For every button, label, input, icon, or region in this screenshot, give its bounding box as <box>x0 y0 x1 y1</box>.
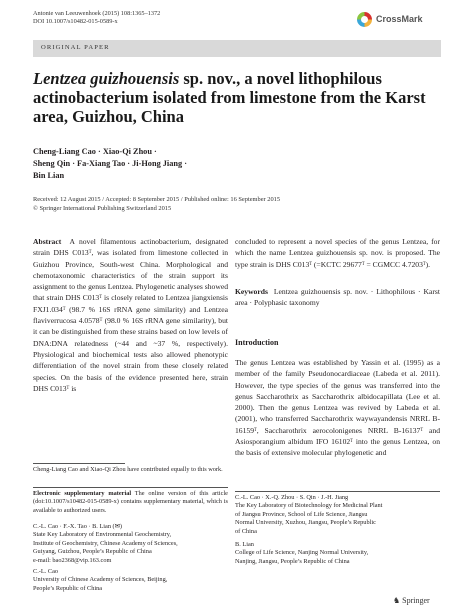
esm-note <box>33 490 228 515</box>
affil-line: University of Chinese Academy of Sciences, Beijing, <box>33 576 168 584</box>
email-link[interactable]: e-mail: bao2368@vip.163.com <box>33 556 112 564</box>
springer-horse-icon: ♞ <box>393 596 401 605</box>
affil-line: College of Life Science, Nanjing Normal University, <box>235 549 369 557</box>
publication-dates <box>33 196 438 213</box>
dates-line-1: Received: 12 August 2015 / Accepted: 8 September 2015 / Published online: 16 September 2015 <box>33 196 281 203</box>
section-label: ORIGINAL PAPER <box>41 44 110 51</box>
authors-line-1: Cheng-Liang Cao · Xiao-Qi Zhou · <box>33 147 157 156</box>
affil-line: Normal University, Xuzhou, Jiangsu, People’s Republic <box>235 519 376 527</box>
affil-line: Guiyang, Guizhou, People’s Republic of China <box>33 548 152 556</box>
keywords-block <box>235 286 440 309</box>
affil-line: Institute of Geochemistry, Chinese Academy of Sciences, <box>33 539 178 547</box>
equal-contribution-note: Cheng-Liang Cao and Xiao-Qi Zhou have contributed equally to this work. <box>33 466 223 473</box>
publisher-logo <box>393 596 430 605</box>
affil-line: C.-L. Cao · F.-X. Tao · B. Lian (✉) <box>33 523 123 530</box>
affil-line: of China <box>235 527 257 535</box>
introduction-text: The genus Lentzea was established by Yassin et al. (1995) as a member of the family Pseudonocardiaceae (Labeda et al. 2011). However, the type species of the genus was transferred into the genus Saccharothrix as Saccharothrix albidocapillata (Lee et al. 2000). Then the genus Lentzea was revived by Labeda et al. (2001), who transferred Saccharothrix waywayandensis NRRL B-16159ᵀ, Saccharothrix aerocolonigenes NRRL B-16137ᵀ and Asiosporangium albidum IFO 16102ᵀ into the genus Lentzea, on the basis of extensive molecular phylogenetic and <box>235 358 440 458</box>
authors-line-2: Sheng Qin · Fa-Xiang Tao · Ji-Hong Jiang · <box>33 159 187 169</box>
introduction-heading: Introduction <box>235 338 279 347</box>
section-band <box>33 40 441 57</box>
abstract-heading: Abstract <box>33 237 62 246</box>
affiliation-right-2 <box>235 541 440 566</box>
esm-text: The online version of this article (doi:10.1007/s10482-015-0589-x) contains supplementary material, which is available to authorized users. <box>33 490 228 514</box>
crossmark-icon <box>357 12 372 27</box>
abstract-continuation: concluded to represent a novel species of the genus Lentzea, for which the name Lentzea guizhouensis sp. nov. is proposed. The type strain is DHS C013ᵀ (=KCTC 29677ᵀ = CGMCC 4.7203ᵀ). <box>235 237 440 269</box>
paper-title <box>33 69 433 126</box>
affiliation-right <box>235 494 440 536</box>
affil-line: C.-L. Cao <box>33 568 59 575</box>
affil-line: Nanjing, Jiangsu, People’s Republic of China <box>235 557 350 565</box>
keywords-heading: Keywords <box>235 287 268 296</box>
journal-header <box>33 10 160 26</box>
crossmark-label: CrossMark <box>376 14 423 24</box>
copyright-line: © Springer International Publishing Switzerland 2015 <box>33 204 172 212</box>
doi-line: DOI 10.1007/s10482-015-0589-x <box>33 18 118 26</box>
author-list <box>33 146 333 183</box>
keywords-text: Lentzea guizhouensis sp. nov. · Lithophilous · Karst area · Polyphasic taxonomy <box>235 287 440 308</box>
affil-rule <box>235 491 440 492</box>
abstract-text: A novel filamentous actinobacterium, designated strain DHS C013ᵀ, was isolated from limestone collected in Guizhou Province, South-west China. Morphological and chemotaxonomic characteristics of the strain support its assignment to the genus Lentzea. Phylogenetic analyses showed that strain DHS C013ᵀ is closely related to Lentzea jiangxiensis FXJ1.034ᵀ (98.7 % 16S rRNA gene similarity) and Lentzea flaviverrucosa 4.0578ᵀ (98.0 % 16S rRNA gene similarity), but it can be distinguished from these strains based on low levels of DNA:DNA relatedness (~44 and ~37 %, respectively). Physiological and biochemical tests also allowed phenotypic differentiation of the novel strain from these closely related species. On the basis of the evidence presented here, strain DHS C013ᵀ is <box>33 237 228 393</box>
footnote-rule <box>33 463 125 464</box>
affiliation-left <box>33 523 228 565</box>
publisher-name: Springer <box>402 596 430 605</box>
journal-citation: Antonie van Leeuwenhoek (2015) 108:1365–1372 <box>33 10 161 17</box>
affil-line: B. Lian <box>235 541 254 548</box>
esm-rule <box>33 487 228 488</box>
title-rest: sp. nov., a novel lithophilous actinobacterium isolated from limestone from the Karst area, Guizhou, China <box>33 69 426 126</box>
affil-line: State Key Laboratory of Environmental Geochemistry, <box>33 531 172 539</box>
title-species: Lentzea guizhouensis <box>33 69 180 88</box>
affil-line: C.-L. Cao · X.-Q. Zhou · S. Qin · J.-H. Jiang <box>235 494 349 501</box>
affil-line: The Key Laboratory of Biotechnology for Medicinal Plant <box>235 502 383 510</box>
crossmark-badge[interactable] <box>357 11 437 29</box>
authors-line-3: Bin Lian <box>33 171 65 181</box>
abstract-block <box>33 236 228 394</box>
affil-line: People’s Republic of China <box>33 584 103 592</box>
affil-line: of Jiangsu Province, School of Life Science, Jiangsu <box>235 510 368 518</box>
affiliation-left-2 <box>33 568 228 593</box>
esm-heading: Electronic supplementary material <box>33 490 132 497</box>
